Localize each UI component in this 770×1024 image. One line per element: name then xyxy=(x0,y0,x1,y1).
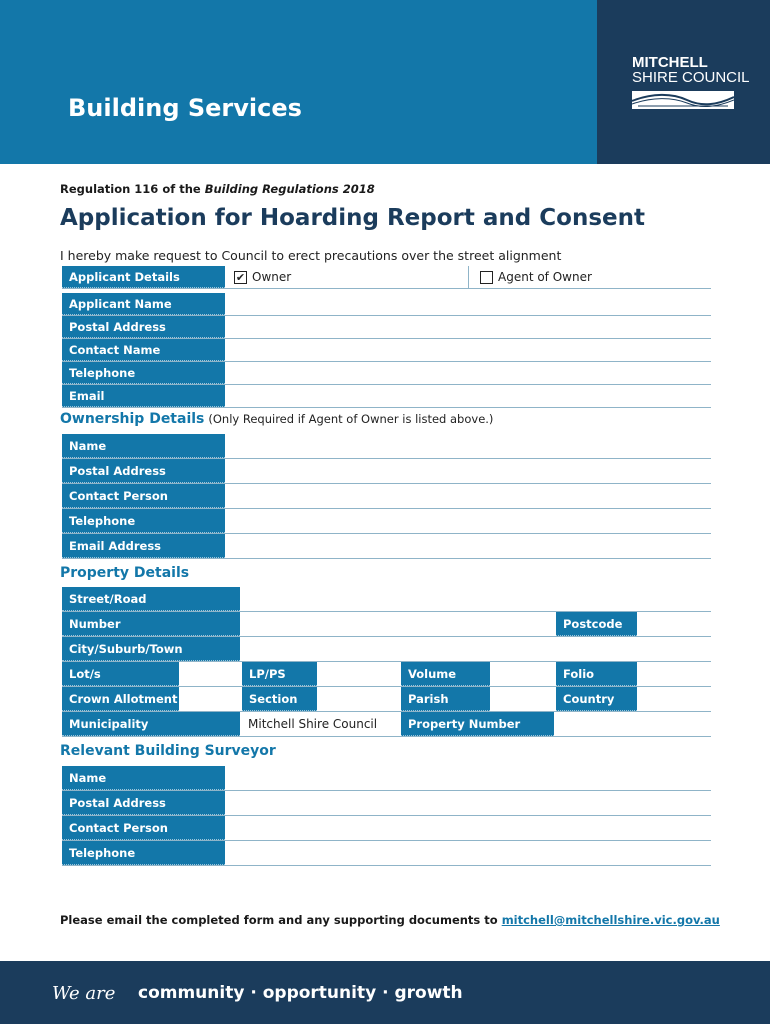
ownership-telephone-field[interactable] xyxy=(228,509,711,533)
property-row xyxy=(62,687,711,712)
applicant-postal-label: Postal Address xyxy=(62,316,225,338)
applicant-email-label: Email xyxy=(62,385,225,407)
surveyor-postal-label: Postal Address xyxy=(62,791,225,815)
logo-line1: MITCHELL xyxy=(632,54,708,71)
ownership-email-field[interactable] xyxy=(228,534,711,558)
agent-checkbox[interactable] xyxy=(480,271,493,284)
property-title: Property Details xyxy=(60,565,190,581)
agent-option[interactable] xyxy=(474,266,710,288)
applicant-row xyxy=(62,339,711,362)
folio-label: Folio xyxy=(556,662,637,686)
applicant-row xyxy=(62,385,711,408)
municipality-label: Municipality xyxy=(62,712,240,736)
logo-wave-icon xyxy=(632,91,734,109)
municipality-field[interactable]: Mitchell Shire Council xyxy=(248,717,378,731)
regulation-prefix: Regulation 116 of the xyxy=(60,182,205,196)
volume-label: Volume xyxy=(401,662,490,686)
property-number-label: Property Number xyxy=(401,712,554,736)
footer-note-text: Please email the completed form and any supporting documents to xyxy=(60,913,498,927)
logo-line2: SHIRE COUNCIL xyxy=(632,69,750,86)
regulation-line xyxy=(60,182,375,196)
ownership-row xyxy=(62,534,711,559)
header-title: Building Services xyxy=(68,94,302,122)
postcode-field[interactable] xyxy=(639,612,711,636)
volume-field[interactable] xyxy=(492,662,554,686)
applicant-name-field[interactable] xyxy=(228,293,711,315)
applicant-row xyxy=(62,293,711,316)
lpps-label: LP/PS xyxy=(242,662,317,686)
property-row xyxy=(62,662,711,687)
lots-field[interactable] xyxy=(181,662,240,686)
owner-label: Owner xyxy=(252,270,292,284)
number-label: Number xyxy=(62,612,240,636)
surveyor-row xyxy=(62,766,711,791)
street-field[interactable] xyxy=(242,587,711,611)
surveyor-telephone-label: Telephone xyxy=(62,841,225,865)
applicant-details-row xyxy=(62,266,711,289)
ownership-name-label: Name xyxy=(62,434,225,458)
page-header xyxy=(0,0,770,164)
applicant-email-field[interactable] xyxy=(228,385,711,407)
property-row xyxy=(62,612,711,637)
we-are-script: We are xyxy=(52,983,116,1004)
ownership-row xyxy=(62,484,711,509)
ownership-email-label: Email Address xyxy=(62,534,225,558)
applicant-postal-field[interactable] xyxy=(228,316,711,338)
agent-label: Agent of Owner xyxy=(498,270,592,284)
surveyor-title: Relevant Building Surveyor xyxy=(60,743,276,759)
country-label: Country xyxy=(556,687,637,711)
ownership-title xyxy=(60,411,493,427)
owner-checkbox[interactable]: ✔ xyxy=(235,270,246,284)
surveyor-telephone-field[interactable] xyxy=(228,841,711,865)
surveyor-contact-label: Contact Person xyxy=(62,816,225,840)
ownership-contact-label: Contact Person xyxy=(62,484,225,508)
folio-field[interactable] xyxy=(639,662,711,686)
surveyor-name-label: Name xyxy=(62,766,225,790)
footer-tagline: community · opportunity · growth xyxy=(138,983,463,1003)
ownership-telephone-label: Telephone xyxy=(62,509,225,533)
country-field[interactable] xyxy=(639,687,711,711)
ownership-postal-field[interactable] xyxy=(228,459,711,483)
surveyor-name-field[interactable] xyxy=(228,766,711,790)
regulation-italic: Building Regulations 2018 xyxy=(204,182,375,196)
property-row xyxy=(62,637,711,662)
applicant-row xyxy=(62,316,711,339)
applicant-name-label: Applicant Name xyxy=(62,293,225,315)
applicant-contact-field[interactable] xyxy=(228,339,711,361)
number-field[interactable] xyxy=(242,612,554,636)
parish-field[interactable] xyxy=(492,687,554,711)
property-row xyxy=(62,712,711,737)
owner-option[interactable] xyxy=(228,266,468,288)
ownership-contact-field[interactable] xyxy=(228,484,711,508)
intro-text: I hereby make request to Council to erect precautions over the street alignment xyxy=(60,248,562,263)
street-label: Street/Road xyxy=(62,587,240,611)
council-email-link[interactable]: mitchell@mitchellshire.vic.gov.au xyxy=(501,913,720,927)
applicant-contact-label: Contact Name xyxy=(62,339,225,361)
council-logo xyxy=(632,55,750,85)
applicant-details-label: Applicant Details xyxy=(62,266,225,288)
section-label: Section xyxy=(242,687,317,711)
ownership-name-field[interactable] xyxy=(228,434,711,458)
section-field[interactable] xyxy=(319,687,399,711)
ownership-note: (Only Required if Agent of Owner is listed above.) xyxy=(208,412,494,426)
applicant-telephone-label: Telephone xyxy=(62,362,225,384)
surveyor-postal-field[interactable] xyxy=(228,791,711,815)
surveyor-contact-field[interactable] xyxy=(228,816,711,840)
applicant-row xyxy=(62,362,711,385)
city-field[interactable] xyxy=(242,637,711,661)
parish-label: Parish xyxy=(401,687,490,711)
lpps-field[interactable] xyxy=(319,662,399,686)
city-label: City/Suburb/Town xyxy=(62,637,240,661)
ownership-postal-label: Postal Address xyxy=(62,459,225,483)
surveyor-row xyxy=(62,791,711,816)
ownership-row xyxy=(62,509,711,534)
postcode-label: Postcode xyxy=(556,612,637,636)
property-number-field[interactable] xyxy=(556,712,711,736)
lots-label: Lot/s xyxy=(62,662,179,686)
ownership-row xyxy=(62,434,711,459)
crown-label: Crown Allotment xyxy=(62,687,179,711)
form-title: Application for Hoarding Report and Consent xyxy=(60,205,645,231)
ownership-title-text: Ownership Details xyxy=(60,411,205,427)
divider xyxy=(468,266,469,288)
surveyor-row xyxy=(62,841,711,866)
applicant-telephone-field[interactable] xyxy=(228,362,711,384)
footer-note xyxy=(60,913,720,927)
ownership-row xyxy=(62,459,711,484)
page-footer xyxy=(0,961,770,1024)
crown-field[interactable] xyxy=(181,687,240,711)
property-row xyxy=(62,587,711,612)
surveyor-row xyxy=(62,816,711,841)
